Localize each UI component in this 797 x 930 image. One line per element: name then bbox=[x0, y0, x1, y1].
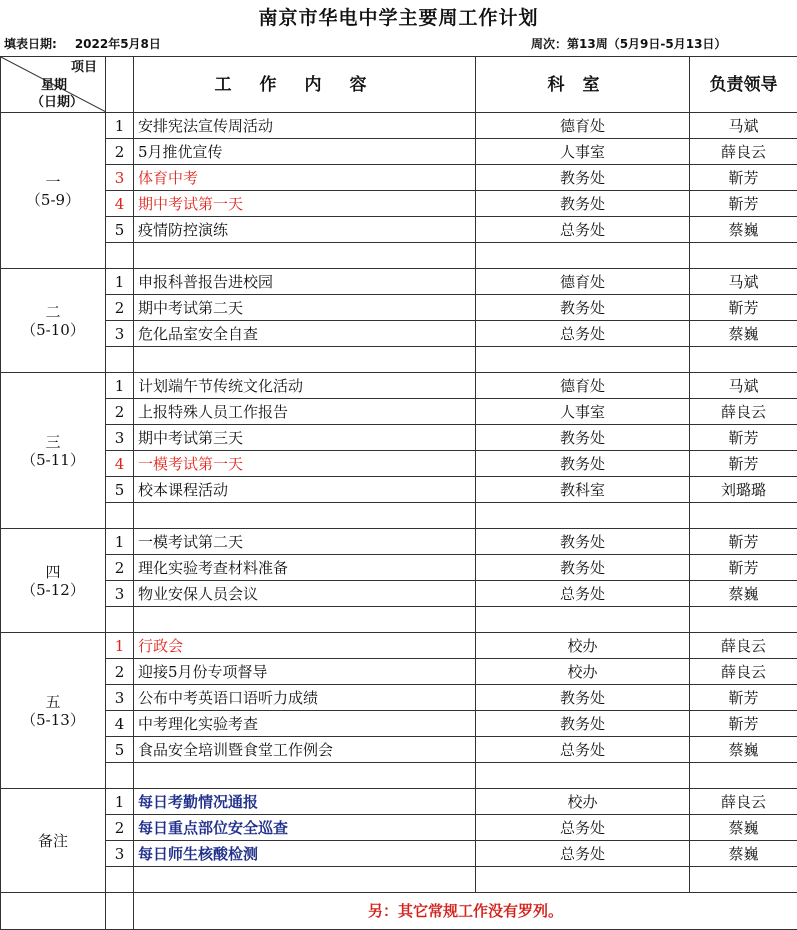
work-content bbox=[134, 347, 476, 373]
row-number: 4 bbox=[106, 191, 134, 217]
work-content: 迎接5月份专项督导 bbox=[134, 659, 476, 685]
department: 校办 bbox=[476, 659, 690, 685]
table-row bbox=[1, 815, 797, 841]
work-content: 5月推优宣传 bbox=[134, 139, 476, 165]
work-content: 校本课程活动 bbox=[134, 477, 476, 503]
responsible-leader bbox=[690, 763, 797, 789]
department: 教务处 bbox=[476, 165, 690, 191]
department: 校办 bbox=[476, 789, 690, 815]
work-content bbox=[134, 503, 476, 529]
work-content: 疫情防控演练 bbox=[134, 217, 476, 243]
table-row bbox=[1, 789, 797, 815]
row-number bbox=[106, 503, 134, 529]
department: 人事室 bbox=[476, 399, 690, 425]
week-info: 周次：第13周（5月9日-5月13日） bbox=[531, 35, 726, 53]
table-row bbox=[1, 373, 797, 399]
day-date: （5-10） bbox=[1, 321, 105, 339]
footer-blank-day bbox=[1, 893, 106, 930]
table-row bbox=[1, 139, 797, 165]
work-content: 一模考试第二天 bbox=[134, 529, 476, 555]
department bbox=[476, 243, 690, 269]
work-content: 体育中考 bbox=[134, 165, 476, 191]
row-number: 3 bbox=[106, 685, 134, 711]
table-row bbox=[1, 659, 797, 685]
table-row bbox=[1, 269, 797, 295]
work-content bbox=[134, 867, 476, 893]
row-number: 5 bbox=[106, 477, 134, 503]
table-row bbox=[1, 685, 797, 711]
work-content: 危化品室安全自查 bbox=[134, 321, 476, 347]
responsible-leader: 刘璐璐 bbox=[690, 477, 797, 503]
work-content: 物业安保人员会议 bbox=[134, 581, 476, 607]
header-content: 工作内容 bbox=[134, 57, 476, 113]
responsible-leader: 薛良云 bbox=[690, 789, 797, 815]
row-number: 4 bbox=[106, 711, 134, 737]
work-content: 每日重点部位安全巡查 bbox=[134, 815, 476, 841]
work-content: 每日考勤情况通报 bbox=[134, 789, 476, 815]
table-row bbox=[1, 529, 797, 555]
row-number: 4 bbox=[106, 451, 134, 477]
department: 教务处 bbox=[476, 711, 690, 737]
work-content: 上报特殊人员工作报告 bbox=[134, 399, 476, 425]
table-row bbox=[1, 425, 797, 451]
row-number: 1 bbox=[106, 373, 134, 399]
table-row bbox=[1, 165, 797, 191]
table-row bbox=[1, 191, 797, 217]
department: 总务处 bbox=[476, 217, 690, 243]
day-date: （5-13） bbox=[1, 711, 105, 729]
department: 教务处 bbox=[476, 191, 690, 217]
table-row bbox=[1, 841, 797, 867]
table-row bbox=[1, 737, 797, 763]
page-title: 南京市华电中学主要周工作计划 bbox=[0, 0, 797, 33]
row-number: 2 bbox=[106, 139, 134, 165]
day-label: 二 bbox=[1, 303, 105, 321]
work-content bbox=[134, 243, 476, 269]
responsible-leader: 薛良云 bbox=[690, 659, 797, 685]
table-row bbox=[1, 633, 797, 659]
day-cell bbox=[1, 529, 106, 633]
table-row bbox=[1, 295, 797, 321]
row-number bbox=[106, 763, 134, 789]
footer-note: 另：其它常规工作没有罗列。 bbox=[134, 893, 797, 930]
table-row bbox=[1, 399, 797, 425]
day-label: 三 bbox=[1, 433, 105, 451]
responsible-leader: 蔡巍 bbox=[690, 815, 797, 841]
department: 教务处 bbox=[476, 555, 690, 581]
row-number: 2 bbox=[106, 555, 134, 581]
row-number: 3 bbox=[106, 581, 134, 607]
department: 总务处 bbox=[476, 737, 690, 763]
row-number: 1 bbox=[106, 789, 134, 815]
responsible-leader: 马斌 bbox=[690, 269, 797, 295]
day-date: （5-11） bbox=[1, 451, 105, 469]
department: 总务处 bbox=[476, 581, 690, 607]
row-number: 2 bbox=[106, 815, 134, 841]
table-row bbox=[1, 321, 797, 347]
row-number: 2 bbox=[106, 659, 134, 685]
table-row bbox=[1, 503, 797, 529]
corner-item-label: 项目 bbox=[71, 59, 97, 77]
row-number: 2 bbox=[106, 295, 134, 321]
row-number: 1 bbox=[106, 113, 134, 139]
table-row bbox=[1, 555, 797, 581]
day-cell bbox=[1, 113, 106, 269]
department: 校办 bbox=[476, 633, 690, 659]
responsible-leader: 靳芳 bbox=[690, 685, 797, 711]
header-number-cell bbox=[106, 57, 134, 113]
corner-date-label: （日期） bbox=[31, 94, 83, 112]
fill-date-label: 填表日期: bbox=[4, 37, 57, 51]
work-content: 期中考试第一天 bbox=[134, 191, 476, 217]
table-row bbox=[1, 581, 797, 607]
row-number: 1 bbox=[106, 529, 134, 555]
fill-date-value: 2022年5月8日 bbox=[75, 37, 161, 51]
work-plan-table bbox=[0, 56, 797, 930]
department: 德育处 bbox=[476, 269, 690, 295]
work-content: 中考理化实验考查 bbox=[134, 711, 476, 737]
department: 德育处 bbox=[476, 113, 690, 139]
responsible-leader: 马斌 bbox=[690, 373, 797, 399]
department: 总务处 bbox=[476, 815, 690, 841]
responsible-leader: 靳芳 bbox=[690, 529, 797, 555]
day-cell bbox=[1, 789, 106, 893]
responsible-leader: 靳芳 bbox=[690, 295, 797, 321]
table-row bbox=[1, 763, 797, 789]
work-content: 计划端午节传统文化活动 bbox=[134, 373, 476, 399]
corner-header-cell bbox=[1, 57, 106, 113]
work-content: 安排宪法宣传周活动 bbox=[134, 113, 476, 139]
responsible-leader bbox=[690, 503, 797, 529]
department bbox=[476, 503, 690, 529]
row-number bbox=[106, 347, 134, 373]
row-number bbox=[106, 243, 134, 269]
department: 总务处 bbox=[476, 321, 690, 347]
department bbox=[476, 867, 690, 893]
row-number bbox=[106, 607, 134, 633]
row-number: 3 bbox=[106, 841, 134, 867]
responsible-leader bbox=[690, 347, 797, 373]
row-number bbox=[106, 867, 134, 893]
responsible-leader: 靳芳 bbox=[690, 711, 797, 737]
responsible-leader: 蔡巍 bbox=[690, 321, 797, 347]
table-row bbox=[1, 451, 797, 477]
work-content: 每日师生核酸检测 bbox=[134, 841, 476, 867]
responsible-leader bbox=[690, 867, 797, 893]
day-cell bbox=[1, 633, 106, 789]
table-row bbox=[1, 711, 797, 737]
responsible-leader: 蔡巍 bbox=[690, 841, 797, 867]
work-content: 申报科普报告进校园 bbox=[134, 269, 476, 295]
department bbox=[476, 607, 690, 633]
row-number: 5 bbox=[106, 737, 134, 763]
department: 教务处 bbox=[476, 425, 690, 451]
day-cell bbox=[1, 269, 106, 373]
responsible-leader: 蔡巍 bbox=[690, 217, 797, 243]
work-content: 公布中考英语口语听力成绩 bbox=[134, 685, 476, 711]
table-row bbox=[1, 867, 797, 893]
responsible-leader: 靳芳 bbox=[690, 451, 797, 477]
work-content: 一模考试第一天 bbox=[134, 451, 476, 477]
footer-blank-number bbox=[106, 893, 134, 930]
day-date: （5-12） bbox=[1, 581, 105, 599]
work-content: 行政会 bbox=[134, 633, 476, 659]
row-number: 1 bbox=[106, 269, 134, 295]
header-row bbox=[1, 57, 797, 113]
responsible-leader: 薛良云 bbox=[690, 399, 797, 425]
department: 教科室 bbox=[476, 477, 690, 503]
department bbox=[476, 347, 690, 373]
row-number: 2 bbox=[106, 399, 134, 425]
department: 教务处 bbox=[476, 451, 690, 477]
work-content: 理化实验考查材料准备 bbox=[134, 555, 476, 581]
work-content bbox=[134, 763, 476, 789]
header-dept: 科室 bbox=[476, 57, 690, 113]
work-content: 期中考试第三天 bbox=[134, 425, 476, 451]
table-row bbox=[1, 347, 797, 373]
department: 德育处 bbox=[476, 373, 690, 399]
department: 教务处 bbox=[476, 685, 690, 711]
row-number: 3 bbox=[106, 165, 134, 191]
footer-row bbox=[1, 893, 797, 930]
day-cell bbox=[1, 373, 106, 529]
day-label: 一 bbox=[1, 173, 105, 191]
responsible-leader: 靳芳 bbox=[690, 191, 797, 217]
day-label: 备注 bbox=[1, 832, 105, 850]
responsible-leader: 靳芳 bbox=[690, 425, 797, 451]
work-content: 食品安全培训暨食堂工作例会 bbox=[134, 737, 476, 763]
fill-date bbox=[4, 35, 161, 53]
responsible-leader: 靳芳 bbox=[690, 165, 797, 191]
row-number: 1 bbox=[106, 633, 134, 659]
department: 人事室 bbox=[476, 139, 690, 165]
work-content: 期中考试第二天 bbox=[134, 295, 476, 321]
table-row bbox=[1, 113, 797, 139]
responsible-leader: 薛良云 bbox=[690, 633, 797, 659]
responsible-leader: 马斌 bbox=[690, 113, 797, 139]
table-row bbox=[1, 477, 797, 503]
corner-week-label: 星期 bbox=[41, 77, 67, 95]
responsible-leader bbox=[690, 607, 797, 633]
header-leader: 负责领导 bbox=[690, 57, 797, 113]
responsible-leader: 蔡巍 bbox=[690, 737, 797, 763]
responsible-leader: 蔡巍 bbox=[690, 581, 797, 607]
row-number: 3 bbox=[106, 321, 134, 347]
day-label: 五 bbox=[1, 693, 105, 711]
day-label: 四 bbox=[1, 563, 105, 581]
responsible-leader: 靳芳 bbox=[690, 555, 797, 581]
department: 总务处 bbox=[476, 841, 690, 867]
department bbox=[476, 763, 690, 789]
row-number: 3 bbox=[106, 425, 134, 451]
table-row bbox=[1, 607, 797, 633]
work-content bbox=[134, 607, 476, 633]
department: 教务处 bbox=[476, 295, 690, 321]
department: 教务处 bbox=[476, 529, 690, 555]
table-row bbox=[1, 217, 797, 243]
table-row bbox=[1, 243, 797, 269]
responsible-leader bbox=[690, 243, 797, 269]
responsible-leader: 薛良云 bbox=[690, 139, 797, 165]
day-date: （5-9） bbox=[1, 191, 105, 209]
row-number: 5 bbox=[106, 217, 134, 243]
